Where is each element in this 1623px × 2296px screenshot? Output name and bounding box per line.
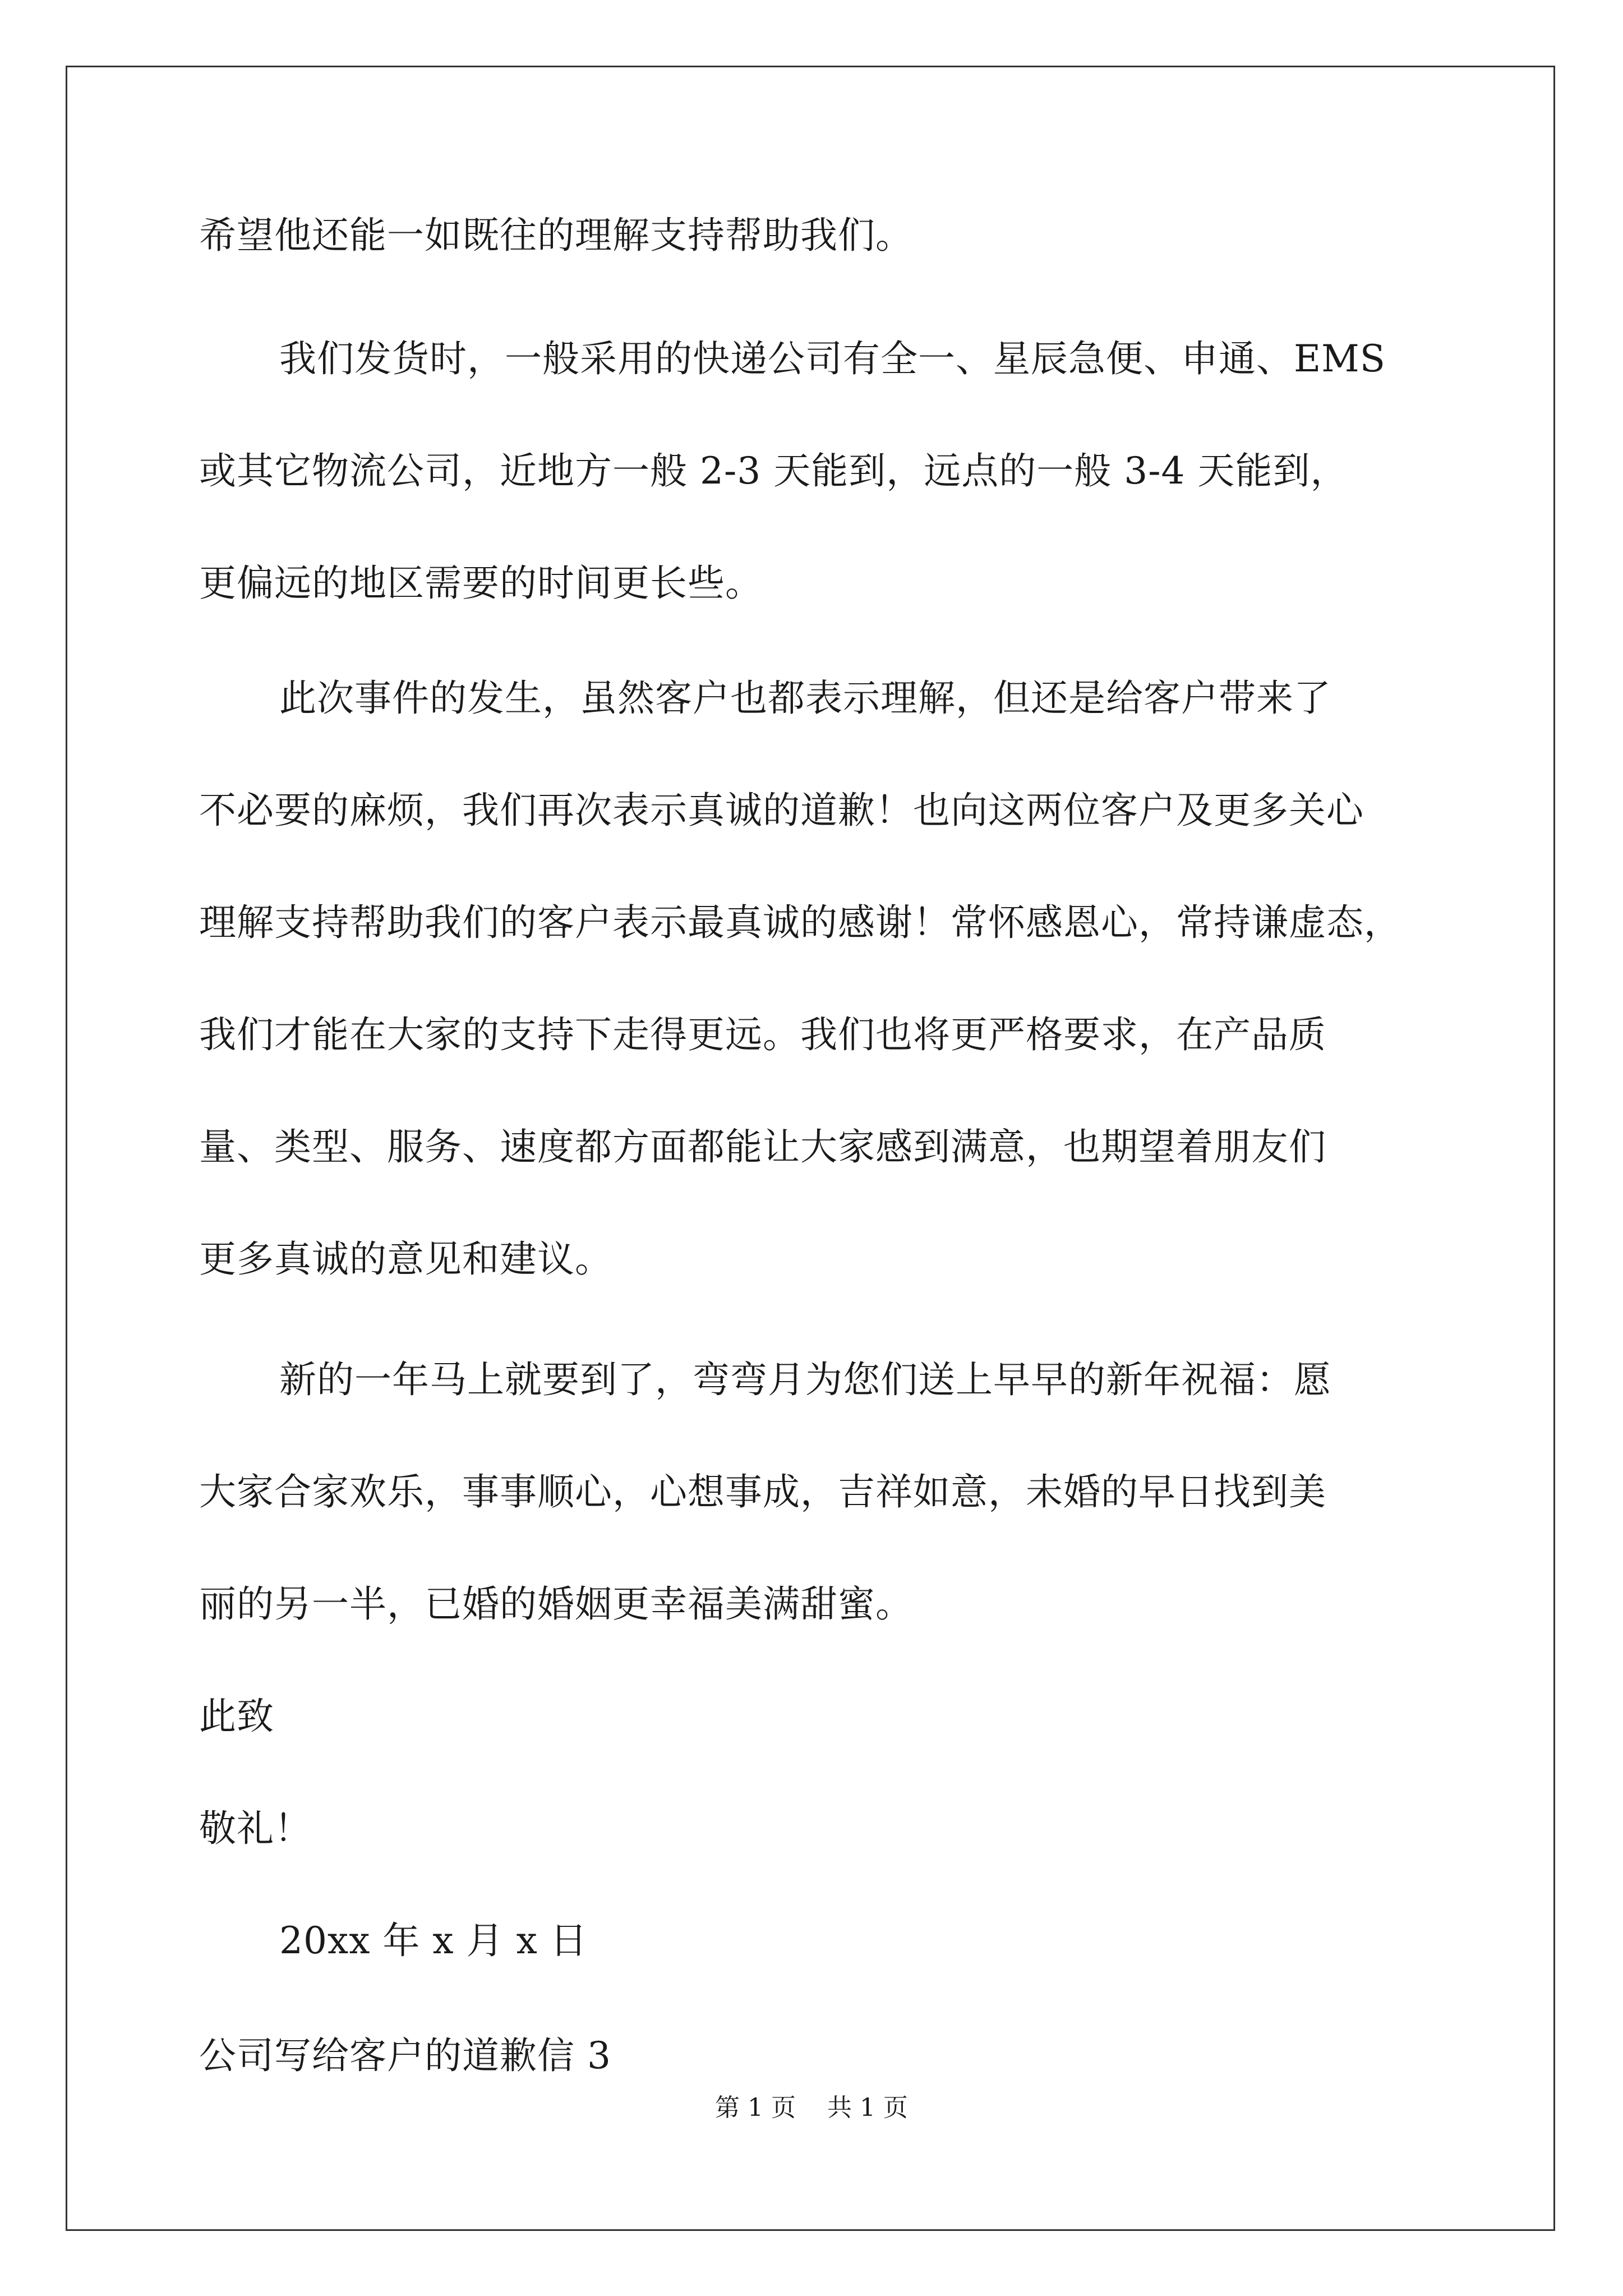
- paragraph-line: 我们发货时，一般采用的快递公司有全一、星辰急便、申通、EMS: [279, 337, 1386, 380]
- salutation-line: 敬礼！: [199, 1807, 312, 1850]
- page-footer: 第 1 页 共 1 页: [715, 2093, 908, 2122]
- paragraph-line: 不必要的麻烦，我们再次表示真诚的道歉！也向这两位客户及更多关心: [199, 789, 1364, 832]
- paragraph-line: 大家合家欢乐，事事顺心，心想事成，吉祥如意，未婚的早日找到美: [199, 1470, 1326, 1513]
- paragraph-line: 希望他还能一如既往的理解支持帮助我们。: [199, 214, 913, 257]
- paragraph-line: 丽的另一半，已婚的婚姻更幸福美满甜蜜。: [199, 1582, 913, 1626]
- paragraph-line: 理解支持帮助我们的客户表示最真诚的感谢！常怀感恩心，常持谦虚态，: [199, 901, 1401, 944]
- paragraph-line: 新的一年马上就要到了，弯弯月为您们送上早早的新年祝福：愿: [279, 1358, 1331, 1401]
- section-title: 公司写给客户的道歉信 3: [199, 2034, 611, 2077]
- paragraph-line: 更偏远的地区需要的时间更长些。: [199, 562, 763, 605]
- paragraph-line: 量、类型、服务、速度都方面都能让大家感到满意，也期望着朋友们: [199, 1125, 1326, 1168]
- paragraph-line: 此次事件的发生，虽然客户也都表示理解，但还是给客户带来了: [279, 677, 1331, 720]
- paragraph-line: 我们才能在大家的支持下走得更远。我们也将更严格要求，在产品质: [199, 1013, 1326, 1056]
- paragraph-line: 更多真诚的意见和建议。: [199, 1237, 612, 1281]
- paragraph-line: 或其它物流公司，近地方一般 2-3 天能到，远点的一般 3-4 天能到，: [199, 449, 1348, 493]
- closing-line: 此致: [199, 1695, 274, 1738]
- date-line: 20xx 年 x 月 x 日: [279, 1919, 588, 1962]
